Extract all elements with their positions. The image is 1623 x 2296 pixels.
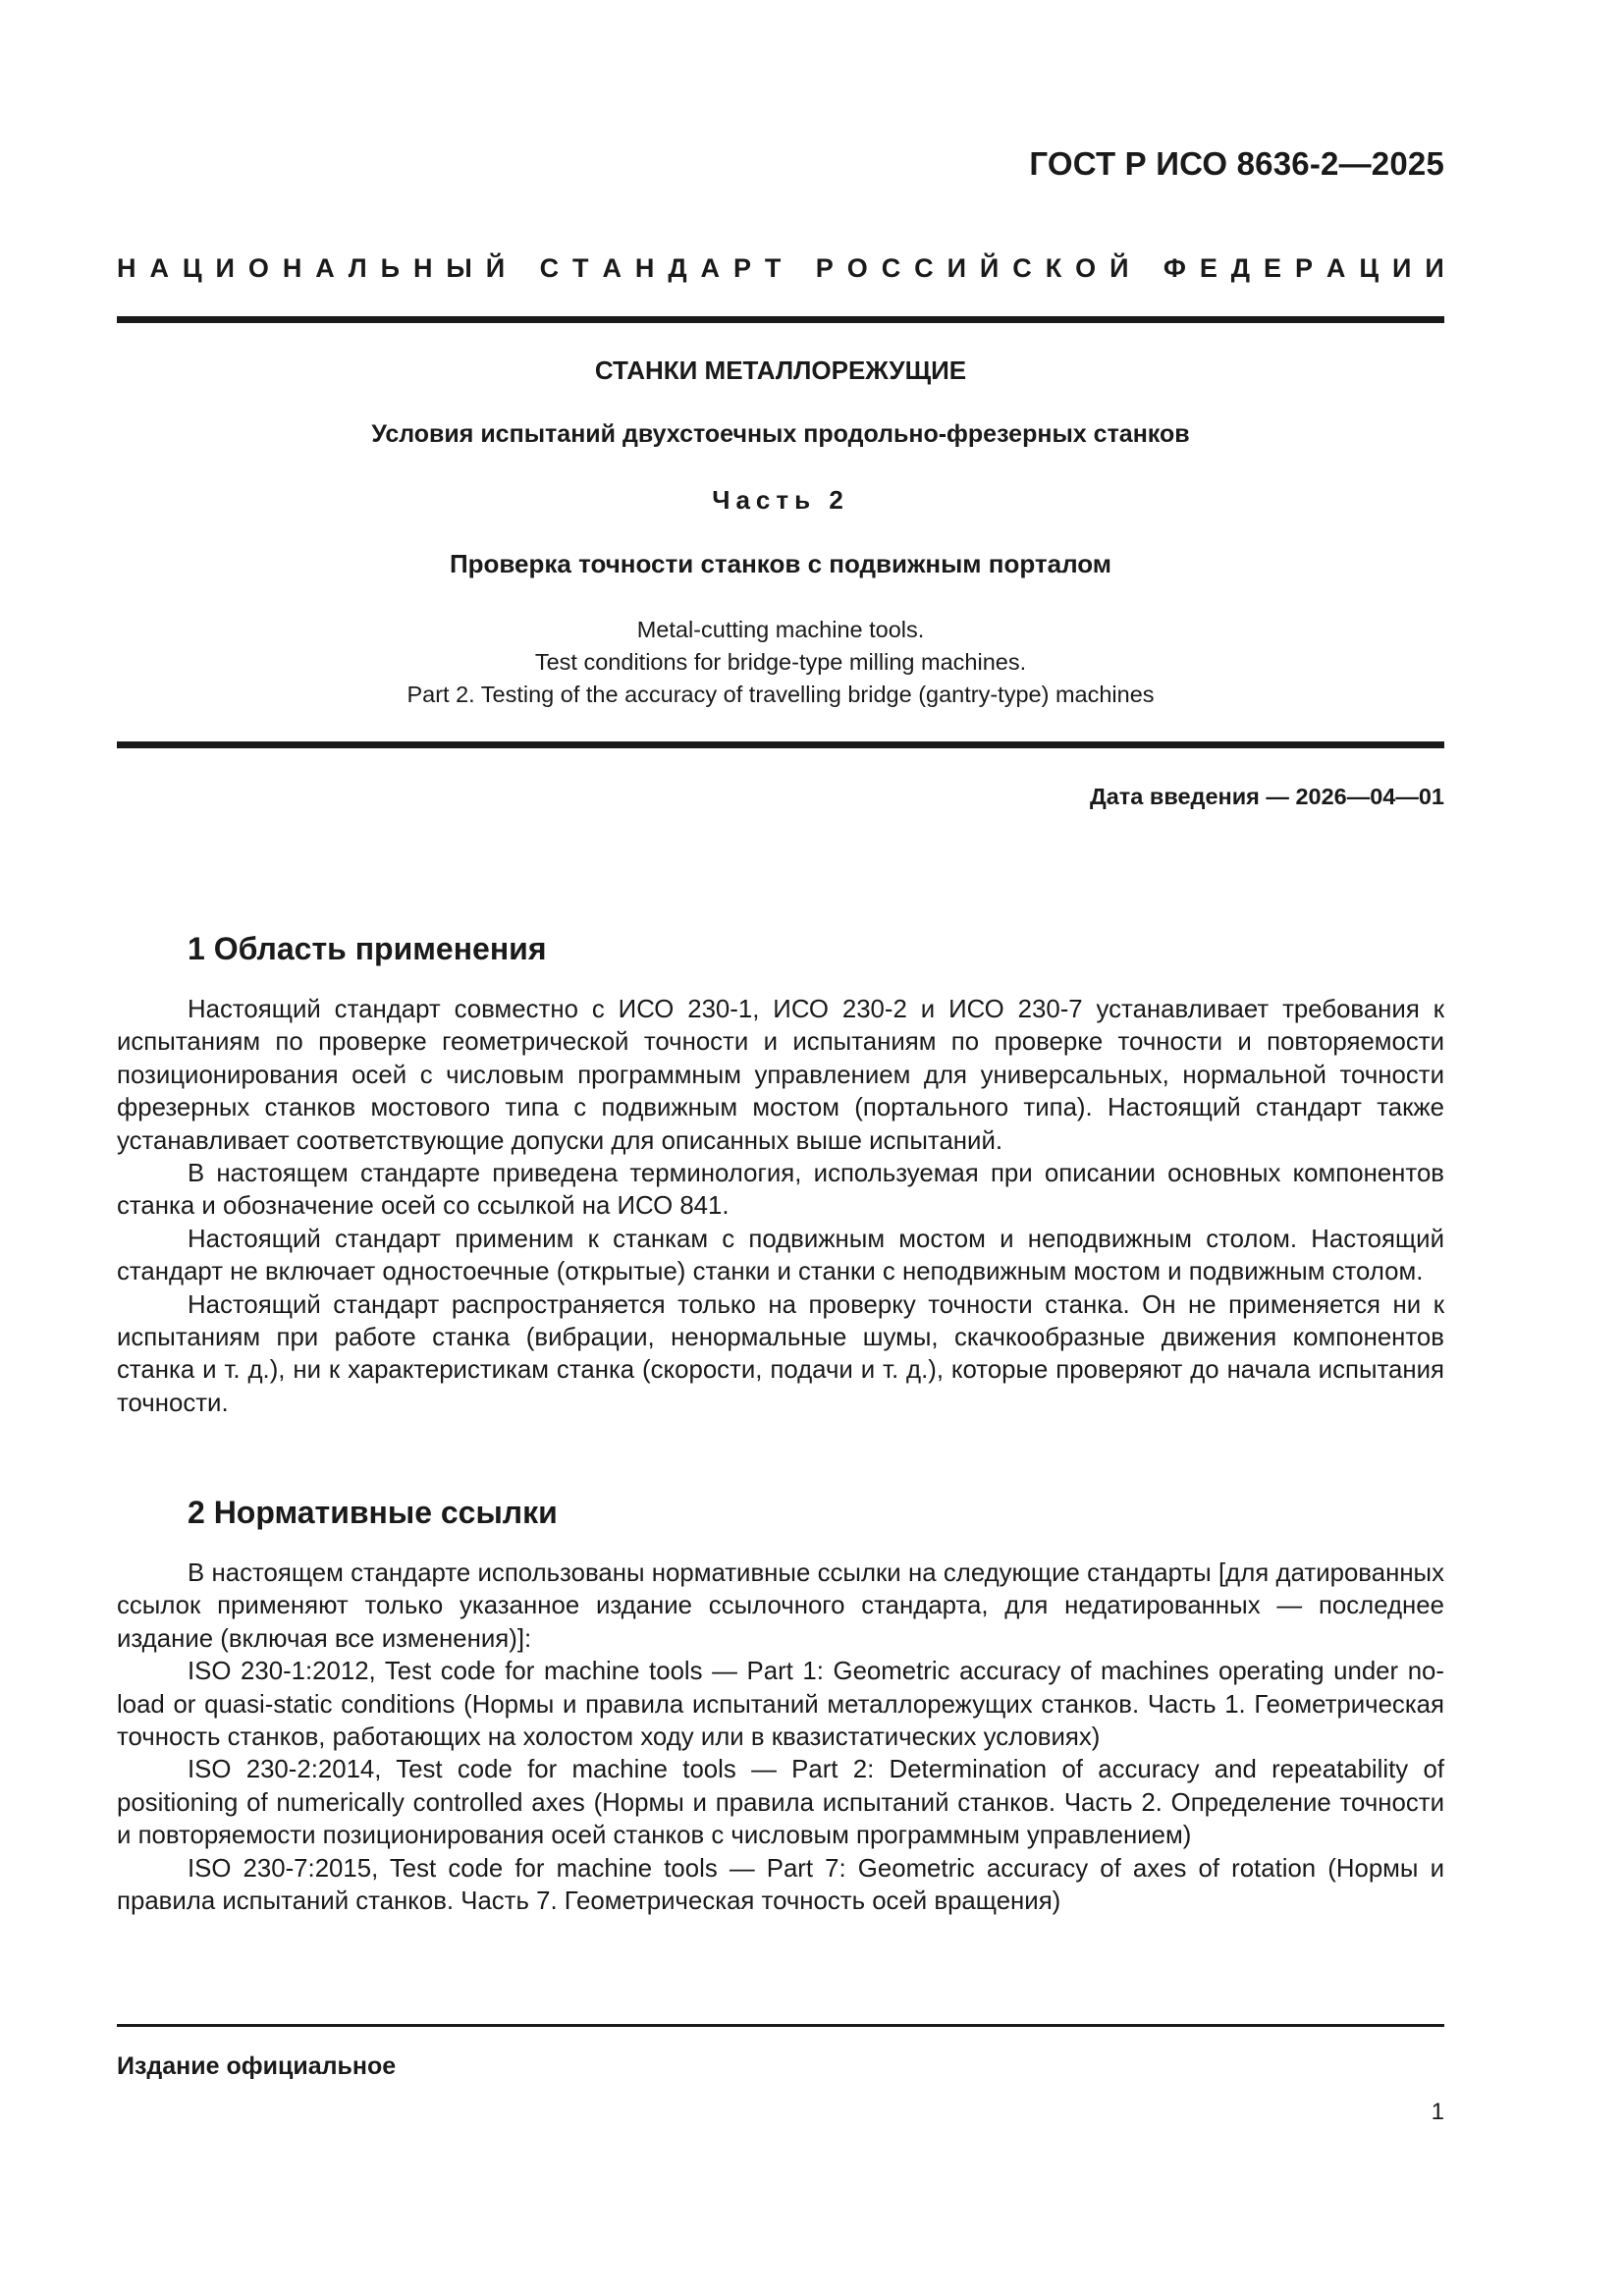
- banner-letter: Р: [815, 253, 834, 283]
- english-title-line: Part 2. Testing of the accuracy of travelling bridge (gantry-type) machines: [406, 682, 1155, 707]
- reference-item: ISO 230-1:2012, Test code for machine tools — Part 1: Geometric accuracy of machines operating under no-load or quasi-static conditions (Нормы и правила испытаний металлорежущих станков. Часть 1. Геометрическая точность станков, работающих на холостом ходу или в квазистатических условиях): [117, 1658, 1444, 1752]
- paragraph: Настоящий стандарт применим к станкам с подвижным мостом и неподвижным столом. Настоящий стандарт не включает одностоечные (открытые) станки и станки с неподвижным мостом и подвижным столом.: [117, 1225, 1444, 1286]
- national-standard-banner: [117, 253, 1444, 284]
- banner-letter: Т: [764, 253, 782, 283]
- banner-letter: Й: [1109, 253, 1129, 283]
- paragraph: В настоящем стандарте использованы нормативные ссылки на следующие стандарты [для датированных ссылок применяют только указанное издание ссылочного стандарта, для недатированных — последнее издание (включая все изменения)]:: [117, 1559, 1444, 1653]
- banner-letter: И: [947, 253, 966, 283]
- title-rule: [117, 741, 1444, 748]
- banner-letter: Д: [668, 253, 687, 283]
- banner-letter: А: [1325, 253, 1346, 283]
- standard-number: ГОСТ Р ИСО 8636-2—2025: [1029, 145, 1444, 182]
- banner-letter: И: [215, 253, 235, 283]
- banner-letter: Р: [1294, 253, 1313, 283]
- banner-letter: Ы: [446, 253, 472, 283]
- banner-letter: О: [846, 253, 868, 283]
- banner-letter: Р: [732, 253, 751, 283]
- document-part: Часть 2: [712, 485, 849, 515]
- banner-letter: Н: [282, 253, 302, 283]
- banner-letter: Ц: [182, 253, 202, 283]
- paragraph: В настоящем стандарте приведена терминология, используемая при описании основных компонентов станка и обозначение осей со ссылкой на ИСО 841.: [117, 1160, 1444, 1221]
- reference-item: ISO 230-2:2014, Test code for machine tools — Part 2: Determination of accuracy and repeatability of positioning of numerically controlled axes (Нормы и правила испытаний станков. Часть 2. Определение точности и повторяемости позиционирования осей станков с числовым программным управлением): [117, 1756, 1444, 1850]
- banner-letter: И: [1425, 253, 1444, 283]
- banner-letter: А: [315, 253, 335, 283]
- banner-letter: А: [149, 253, 169, 283]
- banner-letter: Т: [572, 253, 589, 283]
- banner-letter: Й: [485, 253, 506, 283]
- banner-letter: С: [914, 253, 934, 283]
- banner-letter: О: [247, 253, 269, 283]
- banner-letter: А: [602, 253, 622, 283]
- banner-letter: Д: [1230, 253, 1251, 283]
- introduction-date: Дата введения — 2026—04—01: [1089, 784, 1444, 809]
- section-body-normative-references: [117, 1558, 1444, 1918]
- banner-letter: А: [700, 253, 720, 283]
- banner-letter: Н: [634, 253, 655, 283]
- banner-letter: Й: [979, 253, 1000, 283]
- english-title-line: Test conditions for bridge-type milling machines.: [534, 649, 1027, 675]
- document-page: [117, 0, 1444, 2296]
- banner-letter: К: [1045, 253, 1062, 283]
- banner-letter: С: [539, 253, 560, 283]
- official-edition-label: Издание официальное: [117, 2052, 397, 2080]
- section-heading-normative-references: 2 Нормативные ссылки: [188, 1495, 558, 1530]
- banner-letter: С: [881, 253, 901, 283]
- banner-letter: С: [1012, 253, 1032, 283]
- banner-letter: Н: [412, 253, 433, 283]
- banner-letter: Л: [348, 253, 367, 283]
- header-rule: [117, 316, 1444, 323]
- banner-letter: Ь: [380, 253, 401, 283]
- document-part-name: Проверка точности станков с подвижным порталом: [449, 549, 1112, 578]
- page-number: 1: [1431, 2099, 1444, 2125]
- reference-item: ISO 230-7:2015, Test code for machine tools — Part 7: Geometric accuracy of axes of rotation (Нормы и правила испытаний станков. Часть 7. Геометрическая точность осей вращения): [117, 1854, 1444, 1916]
- banner-gap: [1142, 253, 1150, 284]
- banner-gap: [794, 253, 802, 284]
- document-subtitle: Условия испытаний двухстоечных продольно-фрезерных станков: [371, 420, 1190, 448]
- banner-letter: Е: [1263, 253, 1281, 283]
- section-heading-scope: 1 Область применения: [188, 931, 547, 966]
- banner-letter: Н: [117, 253, 136, 283]
- banner-gap: [518, 253, 526, 284]
- footer-rule: [117, 2024, 1444, 2027]
- document-title: СТАНКИ МЕТАЛЛОРЕЖУЩИЕ: [594, 355, 967, 385]
- paragraph: Настоящий стандарт распространяется только на проверку точности станка. Он не применяется ни к испытаниям при работе станка (вибрации, ненормальные шумы, скачкообразные движения компонентов станка и т. д.), ни к характеристикам станка (скорости, подачи и т. д.), которые проверяют до начала испытания точности.: [117, 1290, 1444, 1417]
- section-body-scope: [117, 994, 1444, 1420]
- banner-letter: Е: [1199, 253, 1217, 283]
- paragraph: Настоящий стандарт совместно с ИСО 230-1, ИСО 230-2 и ИСО 230-7 устанавливает требования к испытаниям по проверке геометрической точности и испытаниям по проверке точности и повторяемости позиционирования осей с числовым программным управлением для универсальных, нормальной точности фрезерных станков мостового типа с подвижным мостом (портального типа). Настоящий стандарт также устанавливает соответствующие допуски для описанных выше испытаний.: [117, 996, 1444, 1155]
- banner-letter: Ц: [1359, 253, 1380, 283]
- banner-letter: О: [1075, 253, 1097, 283]
- banner-letter: Ф: [1163, 253, 1186, 283]
- english-title-line: Metal-cutting machine tools.: [636, 617, 925, 642]
- banner-letter: И: [1392, 253, 1412, 283]
- english-title: [117, 614, 1444, 711]
- national-standard-text: [117, 253, 1444, 284]
